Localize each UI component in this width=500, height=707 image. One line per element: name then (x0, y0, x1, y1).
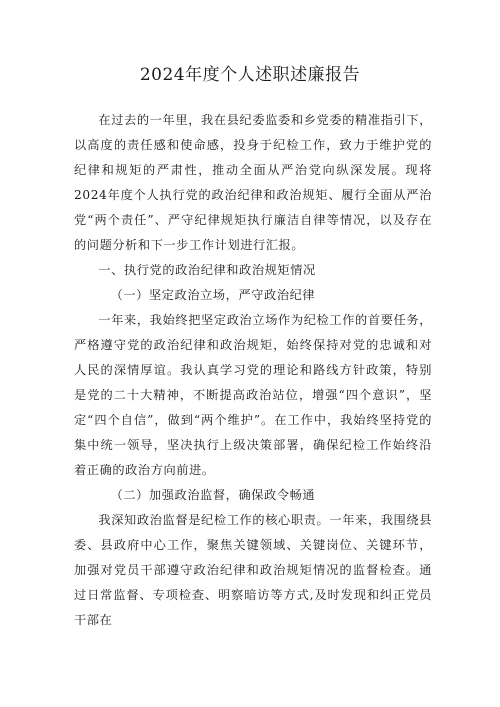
subsection-heading: （二）加强政治监督，确保政令畅通 (110, 488, 316, 502)
section-heading: 一、执行党的政治纪律和政治规矩情况 (98, 263, 316, 277)
body-paragraph: 一年来，我始终把坚定政治立场作为纪检工作的首要任务，严格遵守党的政治纪律和政治规矩，始终保持对党的忠诚和对人民的深情厚谊。我认真学习党的理论和路线方针政策，特别是党的二十大精神，不断提高政治站位，增强“四个意识”，坚定“四个自信”，做到“两个维护”。在工作中，我始终坚持党的集中统一领导，坚决执行上级决策部署，确保纪检工作始终沿着正确的政治方向前进。 (74, 313, 432, 477)
intro-paragraph: 在过去的一年里，我在县纪委监委和乡党委的精准指引下，以高度的责任感和使命感，投身于纪检工作，致力于维护党的纪律和规矩的严肃性，推动全面从严治党向纵深发展。现将2024年度个人执行党的政治纪律和政治规矩、履行全面从严治党“两个责任”、严守纪律规矩执行廉洁自律等情况，以及存在的问题分析和下一步工作计划进行汇报。 (74, 113, 432, 252)
body-paragraph: 我深知政治监督是纪检工作的核心职责。一年来，我围绕县委、县政府中心工作，聚焦关键领域、关键岗位、关键环节，加强对党员干部遵守政治纪律和政治规矩情况的监督检查。通过日常监督、专项检查、明察暗访等方式,及时发现和纠正党员干部在 (74, 513, 432, 627)
document-body (74, 108, 432, 633)
document-title: 2024年度个人述职述廉报告 (139, 65, 361, 85)
subsection-heading: （一）坚定政治立场，严守政治纪律 (110, 288, 316, 302)
